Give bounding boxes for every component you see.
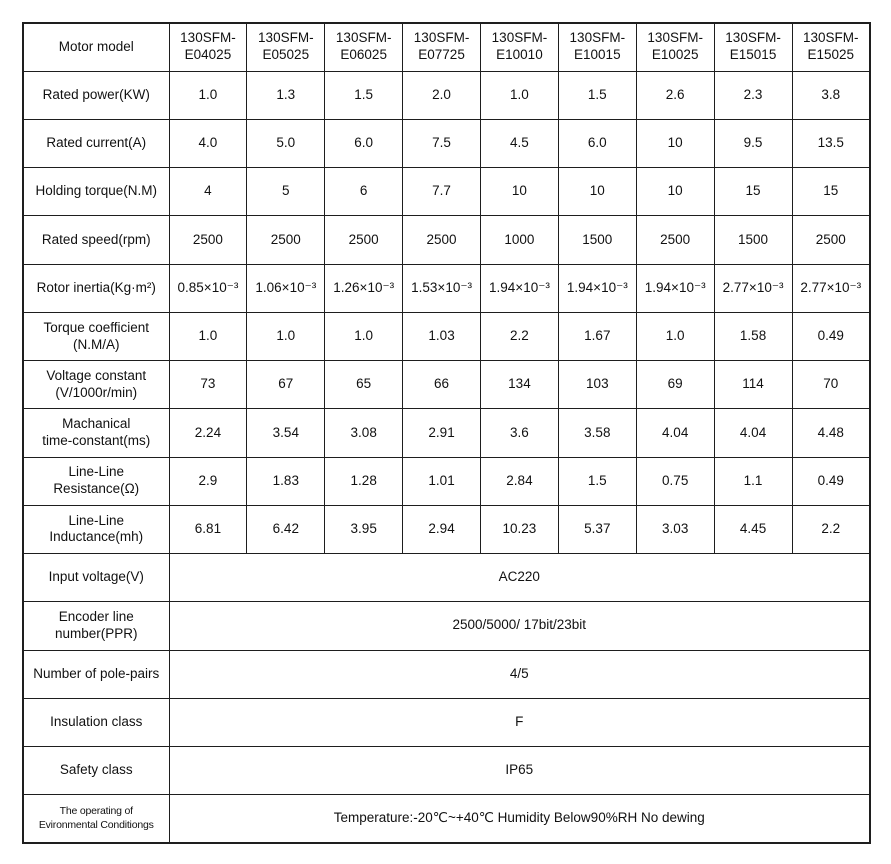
table-row <box>23 457 870 505</box>
spec-cell: 10 <box>481 168 559 216</box>
spec-cell: 4.0 <box>169 119 247 167</box>
spec-cell: 2.77×10⁻³ <box>792 264 870 312</box>
row-label-insulation-class: Insulation class <box>23 698 169 746</box>
model-header-cell: 130SFM- E10015 <box>558 23 636 71</box>
spec-cell: 66 <box>403 361 481 409</box>
table-row <box>23 119 870 167</box>
spec-cell: 1.94×10⁻³ <box>558 264 636 312</box>
spec-cell: 13.5 <box>792 119 870 167</box>
spec-cell: 2.2 <box>792 505 870 553</box>
spec-cell: 114 <box>714 361 792 409</box>
spec-cell: 65 <box>325 361 403 409</box>
spec-cell: 67 <box>247 361 325 409</box>
merged-value-cell-encoder: 2500/5000/ 17bit/23bit <box>169 602 870 650</box>
merged-value-cell-operating-environment: Temperature:-20℃~+40℃ Humidity Below90%RH No dewing <box>169 795 870 843</box>
spec-cell: 1.01 <box>403 457 481 505</box>
spec-cell: 3.6 <box>481 409 559 457</box>
spec-cell: 2.84 <box>481 457 559 505</box>
spec-cell: 70 <box>792 361 870 409</box>
spec-cell: 2500 <box>403 216 481 264</box>
row-label-line-line-resistance: Line-Line Resistance(Ω) <box>23 457 169 505</box>
spec-cell: 1000 <box>481 216 559 264</box>
spec-cell: 10 <box>636 119 714 167</box>
row-label-input-voltage: Input voltage(V) <box>23 554 169 602</box>
spec-cell: 5.37 <box>558 505 636 553</box>
spec-cell: 0.49 <box>792 312 870 360</box>
spec-cell: 3.03 <box>636 505 714 553</box>
row-label-rated-speed: Rated speed(rpm) <box>23 216 169 264</box>
spec-cell: 4 <box>169 168 247 216</box>
spec-cell: 0.75 <box>636 457 714 505</box>
row-label-rotor-inertia: Rotor inertia(Kg·m²) <box>23 264 169 312</box>
row-label-motor-model: Motor model <box>23 23 169 71</box>
spec-cell: 1.67 <box>558 312 636 360</box>
spec-cell: 3.54 <box>247 409 325 457</box>
spec-cell: 6 <box>325 168 403 216</box>
row-label-safety-class: Safety class <box>23 747 169 795</box>
table-row <box>23 795 870 843</box>
spec-cell: 6.0 <box>325 119 403 167</box>
table-row <box>23 505 870 553</box>
spec-cell: 3.95 <box>325 505 403 553</box>
spec-cell: 1.0 <box>169 312 247 360</box>
merged-value-cell-input-voltage: AC220 <box>169 554 870 602</box>
spec-cell: 7.5 <box>403 119 481 167</box>
spec-cell: 15 <box>792 168 870 216</box>
spec-cell: 4.5 <box>481 119 559 167</box>
spec-cell: 1.94×10⁻³ <box>481 264 559 312</box>
spec-cell: 1.5 <box>325 71 403 119</box>
table-row <box>23 216 870 264</box>
model-header-cell: 130SFM- E06025 <box>325 23 403 71</box>
spec-cell: 2.91 <box>403 409 481 457</box>
row-label-torque-coefficient: Torque coefficient (N.M/A) <box>23 312 169 360</box>
spec-cell: 2500 <box>636 216 714 264</box>
model-header-cell: 130SFM- E15025 <box>792 23 870 71</box>
row-label-mechanical-time-constant: Machanical time-constant(ms) <box>23 409 169 457</box>
row-label-operating-environment: The operating of Evironmental Conditiongs <box>23 795 169 843</box>
table-header-row <box>23 23 870 71</box>
merged-value-cell-safety-class: IP65 <box>169 747 870 795</box>
spec-cell: 1.26×10⁻³ <box>325 264 403 312</box>
spec-cell: 4.04 <box>714 409 792 457</box>
table-row <box>23 602 870 650</box>
table-row <box>23 312 870 360</box>
spec-cell: 69 <box>636 361 714 409</box>
spec-cell: 1.0 <box>169 71 247 119</box>
spec-cell: 2.24 <box>169 409 247 457</box>
spec-cell: 1.94×10⁻³ <box>636 264 714 312</box>
spec-cell: 1.03 <box>403 312 481 360</box>
spec-cell: 10.23 <box>481 505 559 553</box>
row-label-encoder-line-number: Encoder line number(PPR) <box>23 602 169 650</box>
spec-cell: 4.48 <box>792 409 870 457</box>
spec-cell: 134 <box>481 361 559 409</box>
spec-cell: 4.04 <box>636 409 714 457</box>
row-label-pole-pairs: Number of pole-pairs <box>23 650 169 698</box>
spec-cell: 10 <box>636 168 714 216</box>
motor-spec-table <box>22 22 871 844</box>
spec-cell: 9.5 <box>714 119 792 167</box>
spec-cell: 1.06×10⁻³ <box>247 264 325 312</box>
spec-cell: 2500 <box>792 216 870 264</box>
table-row <box>23 361 870 409</box>
table-row <box>23 71 870 119</box>
spec-cell: 1.1 <box>714 457 792 505</box>
spec-cell: 3.8 <box>792 71 870 119</box>
spec-cell: 5.0 <box>247 119 325 167</box>
model-header-cell: 130SFM- E10025 <box>636 23 714 71</box>
spec-cell: 2.0 <box>403 71 481 119</box>
spec-cell: 103 <box>558 361 636 409</box>
table-row <box>23 698 870 746</box>
spec-cell: 1.3 <box>247 71 325 119</box>
spec-cell: 2500 <box>325 216 403 264</box>
row-label-holding-torque: Holding torque(N.M) <box>23 168 169 216</box>
spec-cell: 1.83 <box>247 457 325 505</box>
spec-cell: 2500 <box>169 216 247 264</box>
spec-cell: 2.3 <box>714 71 792 119</box>
spec-cell: 1.5 <box>558 457 636 505</box>
spec-cell: 2.94 <box>403 505 481 553</box>
spec-cell: 2500 <box>247 216 325 264</box>
spec-cell: 2.6 <box>636 71 714 119</box>
spec-cell: 4.45 <box>714 505 792 553</box>
spec-cell: 1.0 <box>325 312 403 360</box>
merged-value-cell-insulation-class: F <box>169 698 870 746</box>
spec-cell: 15 <box>714 168 792 216</box>
model-header-cell: 130SFM- E10010 <box>481 23 559 71</box>
table-row <box>23 747 870 795</box>
spec-cell: 2.77×10⁻³ <box>714 264 792 312</box>
spec-cell: 2.9 <box>169 457 247 505</box>
spec-cell: 1.53×10⁻³ <box>403 264 481 312</box>
model-header-cell: 130SFM- E04025 <box>169 23 247 71</box>
spec-cell: 1.28 <box>325 457 403 505</box>
spec-cell: 1.0 <box>481 71 559 119</box>
table-row <box>23 409 870 457</box>
row-label-line-line-inductance: Line-Line Inductance(mh) <box>23 505 169 553</box>
spec-cell: 0.49 <box>792 457 870 505</box>
spec-cell: 1.0 <box>247 312 325 360</box>
spec-cell: 7.7 <box>403 168 481 216</box>
spec-cell: 1.5 <box>558 71 636 119</box>
model-header-cell: 130SFM- E07725 <box>403 23 481 71</box>
spec-cell: 10 <box>558 168 636 216</box>
row-label-voltage-constant: Voltage constant (V/1000r/min) <box>23 361 169 409</box>
spec-cell: 1.58 <box>714 312 792 360</box>
table-row <box>23 554 870 602</box>
spec-cell: 6.0 <box>558 119 636 167</box>
spec-cell: 6.42 <box>247 505 325 553</box>
spec-cell: 0.85×10⁻³ <box>169 264 247 312</box>
model-header-cell: 130SFM- E15015 <box>714 23 792 71</box>
model-header-cell: 130SFM- E05025 <box>247 23 325 71</box>
table-row <box>23 264 870 312</box>
spec-cell: 3.08 <box>325 409 403 457</box>
spec-cell: 2.2 <box>481 312 559 360</box>
spec-cell: 1500 <box>558 216 636 264</box>
spec-cell: 3.58 <box>558 409 636 457</box>
spec-cell: 73 <box>169 361 247 409</box>
row-label-rated-current: Rated current(A) <box>23 119 169 167</box>
table-row <box>23 168 870 216</box>
merged-value-cell-pole-pairs: 4/5 <box>169 650 870 698</box>
spec-cell: 5 <box>247 168 325 216</box>
table-row <box>23 650 870 698</box>
spec-cell: 6.81 <box>169 505 247 553</box>
row-label-rated-power: Rated power(KW) <box>23 71 169 119</box>
spec-cell: 1.0 <box>636 312 714 360</box>
spec-cell: 1500 <box>714 216 792 264</box>
